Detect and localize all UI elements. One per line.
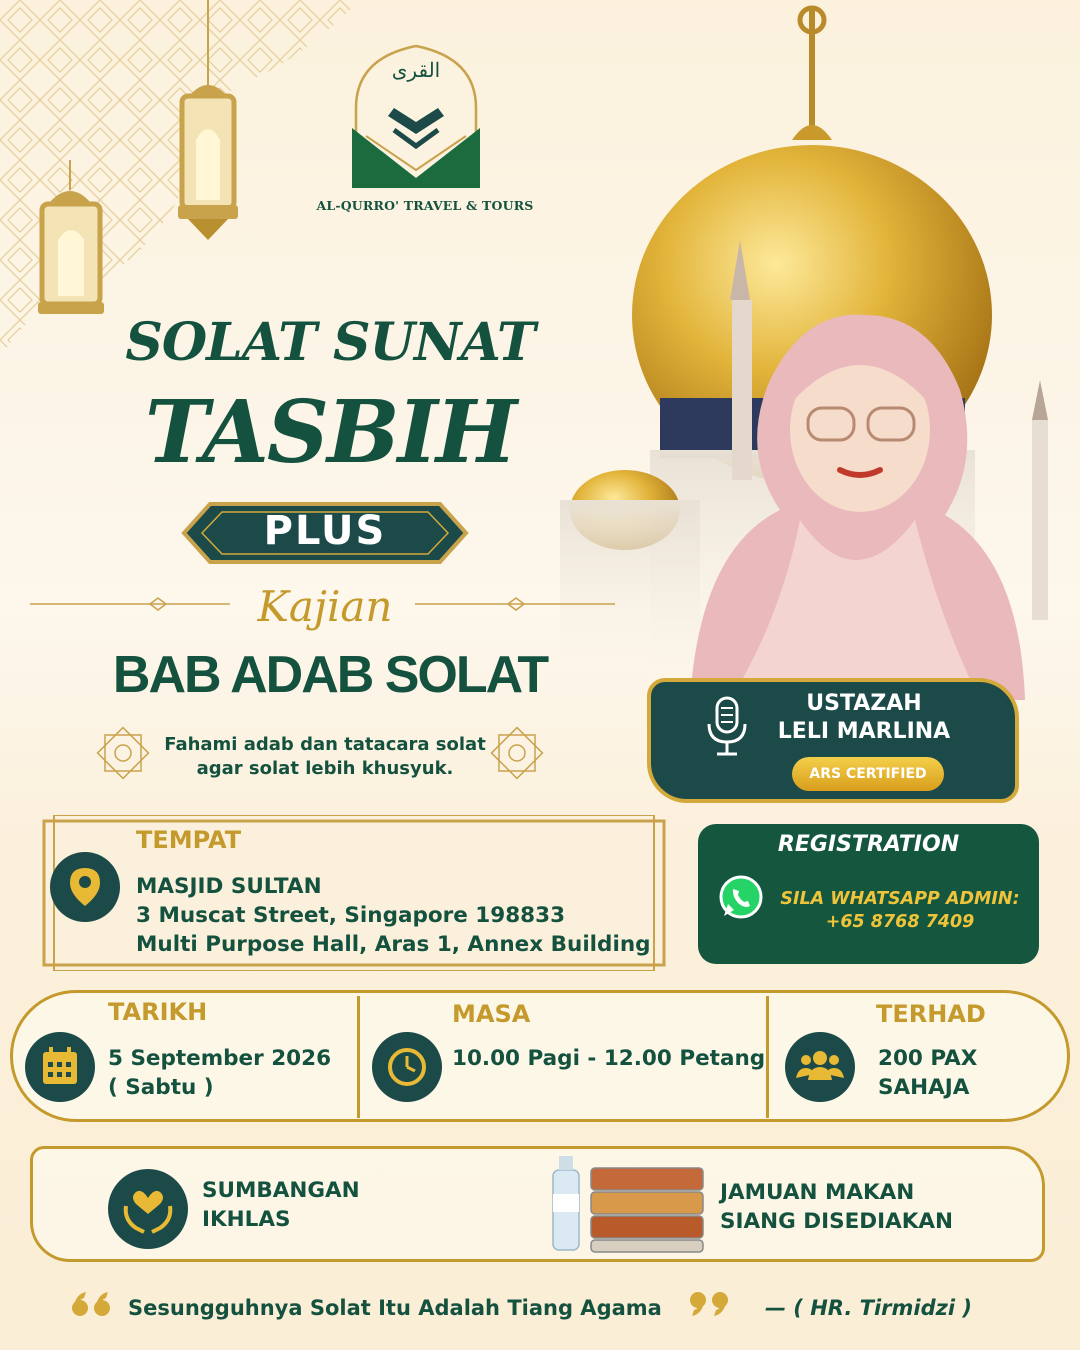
speaker-fullname: LELI MARLINA	[777, 719, 951, 744]
kajian-label: Kajian	[257, 582, 393, 631]
heart-hands-icon	[122, 1180, 174, 1236]
certified-badge: ARS CERTIFIED	[792, 757, 944, 791]
venue-label: TEMPAT	[136, 826, 242, 854]
tagline-line-1: Fahami adab dan tatacara solat	[164, 734, 486, 755]
microphone-icon	[703, 696, 751, 758]
venue-line-1: MASJID SULTAN	[136, 874, 322, 899]
speaker-name	[748, 690, 980, 746]
time-value: 10.00 Pagi - 12.00 Petang	[452, 1046, 766, 1071]
brand-name: AL-QURRO' TRAVEL & TOURS	[316, 198, 534, 213]
registration-phone[interactable]: +65 8768 7409	[825, 912, 975, 932]
quote-icon	[70, 1290, 114, 1320]
tagline	[150, 733, 500, 781]
venue-address	[136, 872, 666, 959]
donation-text	[202, 1176, 360, 1234]
limit-label: TERHAD	[876, 1000, 986, 1028]
venue-line-3: Multi Purpose Hall, Aras 1, Annex Building	[136, 932, 651, 957]
limit-line-1: 200 PAX	[878, 1046, 978, 1071]
limit-line-2: SAHAJA	[878, 1075, 970, 1100]
date-label: TARIKH	[108, 998, 208, 1026]
time-label: MASA	[452, 1000, 531, 1028]
title-line-1: SOLAT SUNAT	[125, 312, 535, 373]
tagline-line-2: agar solat lebih khusyuk.	[196, 758, 454, 779]
lantern-icon	[160, 0, 260, 245]
people-icon	[794, 1050, 846, 1084]
whatsapp-icon[interactable]	[718, 874, 764, 920]
plus-label: PLUS	[263, 508, 387, 554]
clock-icon	[387, 1047, 427, 1087]
location-pin-icon	[68, 866, 102, 910]
registration-contact[interactable]	[766, 888, 1034, 934]
date-line-2: ( Sabtu )	[108, 1075, 214, 1100]
divider	[766, 996, 769, 1118]
date-line-1: 5 September 2026	[108, 1046, 332, 1071]
registration-title: REGISTRATION	[777, 832, 960, 857]
speaker-photo	[680, 300, 1030, 700]
speaker-title: USTAZAH	[806, 691, 922, 716]
title-line-2: TASBIH	[144, 382, 516, 483]
date-value	[108, 1044, 331, 1102]
calendar-icon	[41, 1046, 79, 1086]
meal-text	[720, 1178, 953, 1236]
limit-value	[878, 1044, 977, 1102]
meal-line-1: JAMUAN MAKAN	[720, 1180, 915, 1205]
venue-line-2: 3 Muscat Street, Singapore 198833	[136, 903, 566, 928]
donation-line-1: SUMBANGAN	[202, 1178, 360, 1203]
hadith-source: — ( HR. Tirmidzi )	[765, 1296, 972, 1320]
subject-title: BAB ADAB SOLAT	[112, 646, 548, 704]
meal-illustration	[545, 1150, 715, 1256]
divider	[357, 996, 360, 1118]
donation-line-2: IKHLAS	[202, 1207, 291, 1232]
brand-arabic-name: القرى	[391, 58, 441, 82]
star-ornament-icon	[92, 722, 154, 784]
hadith-quote: Sesungguhnya Solat Itu Adalah Tiang Agama	[128, 1296, 662, 1320]
registration-line-1: SILA WHATSAPP ADMIN:	[780, 889, 1020, 909]
meal-line-2: SIANG DISEDIAKAN	[720, 1209, 954, 1234]
quote-icon	[686, 1288, 730, 1318]
